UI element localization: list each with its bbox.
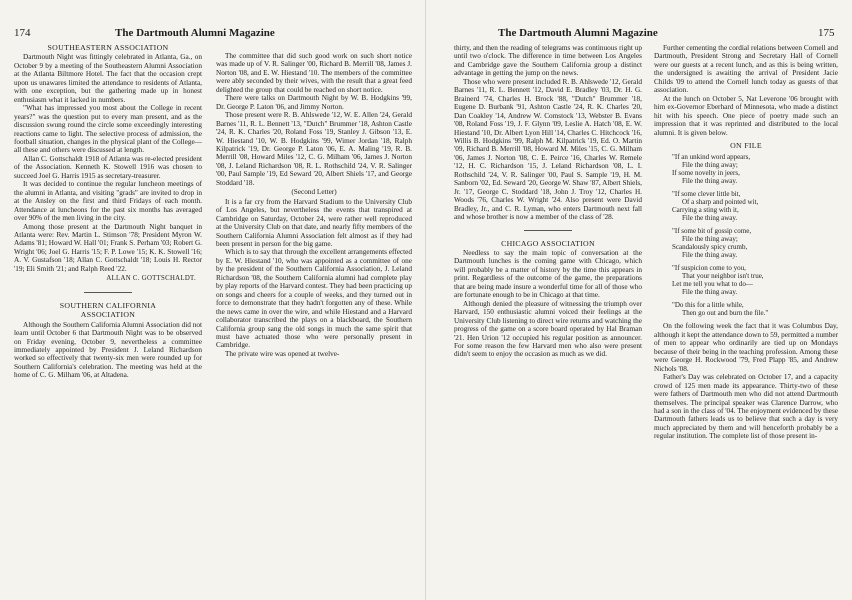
chicago-paragraph: On the following week the fact that it was Columbus Day, although it kept the attendance down to 59, permitted a number of men to appear who ordinarily are tied up on Mondays because of their being in the teaching profession. Among these were George H. Rockwood '79, Fred Plapp '85, and Andrew Nichols '08. [654, 322, 838, 373]
chicago-paragraph: At the lunch on October 5, Nat Leverone '06 brought with him ex-Governor Eberhard of Minnesota, who made a distinct hit with his speech. One piece of poetry made such an impression that it was reprinted and distributed to the local alumni. It is given below. [654, 94, 838, 137]
southern-california-paragraph: It is a far cry from the Harvard Stadium to the University Club of Los Angeles, but nevertheless the events that transpired at Cambridge on Saturday, October 24, were rather well reproduced at the University Club on that date, and nearly fifty members of the Southern California Alumni Association felt almost as if they had been present in person for the big game. [216, 197, 412, 248]
southeastern-paragraph: Allan C. Gottschaldt 1918 of Atlanta was re-elected president of the Association. Kenneth K. Stowell 1916 was chosen to succeed Joel G. Harris 1915 as secretary-treasurer. [14, 154, 202, 180]
on-file-heading: ON FILE [730, 140, 762, 150]
southeastern-paragraph: Among those present at the Dartmouth Night banquet in Atlanta were: Rev. Martin L. Stimson '78; President Myron W. Adams '81; Howard W. Hall '01; Frank S. Perham '03; Robert G. Wright '06; Joel G. Harris '15; F. P. Lowe '15; K. K. Stowell '16; A. V. Gustafson '18; Allan C. Gottschaldt '18; Louis H. Rector '19; Eli Smith '21; and Ralph Reed '22. [14, 222, 202, 273]
chicago-paragraph: Further cementing the cordial relations between Cornell and Dartmouth, President Strong and Secretary Hall of Cornell were our guests at a recent lunch, and as this is being written, the undersigned is awaiting the arrival of President Jacie Childs '09 to attend the Cornell lunch today as guests of that association. [654, 44, 838, 95]
chicago-paragraph: Needless to say the main topic of conversation at the Dartmouth lunches is the coming game with Chicago, which will probably be a matter of history by the time this appears in print. Regardless of the outcome of the game, the preparations that are being made insure a wonderful time for all of those who are fortunate enough to be in Chicago at that time. [454, 248, 642, 300]
poem-line: Let me tell you what to do— [672, 280, 753, 289]
left-page-column-2 [216, 52, 412, 358]
on-file-poem [672, 153, 838, 317]
southern-california-continued-paragraph: thirty, and then the reading of telegrams was continuous right up until two o'clock. The difference in time between Los Angeles and Cambridge gave the Southern California group a distinct advantage in getting the jump on the news. [454, 44, 642, 78]
southern-california-paragraph: The committee that did such good work on such short notice was made up of V. R. Salinger '00, Richard B. Merrill '08, James J. Norton '08, and E. W. Hiestand '10. The members of the committee were ably seconded by their wives, with the result that a great feed delighted the group that could be reached on short notice. [216, 52, 412, 94]
second-letter-label: (Second Letter) [291, 188, 337, 197]
section-divider [84, 292, 132, 293]
southeastern-paragraph: "What has impressed you most about the College in recent years?" was the question put to every man present, and as the discussion swung round the circle some exceedingly interesting reactions came to light. The selective process of admission, the football situation, changes in the physical plant of the College—all these and others were discussed at length. [14, 104, 202, 155]
poem-stanza [672, 264, 838, 296]
right-running-title: The Dartmouth Alumni Magazine [498, 27, 658, 39]
poem-line: "Do this for a little while, [672, 301, 744, 310]
southern-california-paragraph: The private wire was opened at twelve- [225, 349, 340, 358]
chicago-paragraph: Father's Day was celebrated on October 17, and a capacity crowd of 125 men made its appearance. Thirty-two of these were fathers of Dartmouth men who did not attend Dartmouth themselves. The principal speaker was Clarence Darrow, who had a son in the class of '04. The enjoyment evidenced by these Dartmouth fathers leads us to believe that such a day is very much appreciated by them and will henceforth probably be a regular institution. The complete list of those present in- [654, 373, 838, 441]
southern-california-heading-line-1: SOUTHERN CALIFORNIA [59, 300, 157, 310]
poem-line: Scandalously spicy crumb, [672, 243, 748, 252]
left-running-title: The Dartmouth Alumni Magazine [115, 27, 275, 39]
poem-stanza [672, 153, 838, 185]
poem-line: File the thing away. [682, 251, 738, 260]
left-page-number: 174 [14, 27, 31, 39]
southeastern-paragraph: Dartmouth Night was fittingly celebrated in Atlanta, Ga., on October 9 by a meeting of the Southeastern Alumni Association at the Atlanta Biltmore Hotel. The fact that the occasion crept upon us unawares limited the attendance to residents of Atlanta, with one exception, but the gathering made up in honest enthusiasm what it lacked in numbers. [14, 53, 202, 104]
poem-line: File the thing away; [682, 161, 738, 170]
southeastern-heading: SOUTHEASTERN ASSOCIATION [47, 43, 169, 52]
southeastern-signature: ALLAN C. GOTTSCHALDT. [106, 275, 196, 283]
poem-line: Then go out and burn the file." [682, 309, 769, 318]
right-page-column-2 [654, 44, 838, 441]
poem-line: File the thing away; [682, 235, 738, 244]
southern-california-heading-line-2: ASSOCIATION [80, 310, 136, 320]
poem-line: "If suspicion come to you, [672, 264, 746, 273]
right-page-number: 175 [818, 27, 835, 39]
chicago-paragraph: Although denied the pleasure of witnessing the triumph over Harvard, 150 enthusiastic alumni voiced their feelings at the University Club listening to direct wire returns and watching the progress of the game on a score board operated by Hal Braman '21. Hen Urion '12 occupied his regular position as announcer. For some reason the few Harvard men who also were present didn't seem to enjoy the occasion as much as we did. [454, 299, 642, 359]
southern-california-paragraph: There were talks on Dartmouth Night by W. B. Hodgkins '99, Dr. George P. Laton '06, and Jimmy Norton. [216, 94, 412, 111]
poem-line: File the thing away. [682, 214, 738, 223]
poem-line: Carrying a sting with it, [672, 206, 739, 215]
right-page [426, 0, 852, 600]
poem-stanza [672, 301, 838, 317]
southern-california-paragraph: Those present were R. B. Ahlswede '12, W. E. Allen '24, Gerald Barnes '11, R. L. Bennett '13, "Dutch" Brummer '18, Ashton Castle '24, R. K. Charles '20, Roland Foss '19, Stanley J. Gibson '13, E. W. Hiestand '10, W. B. Hodgkins '99, Wimer Jordan '18, Ralph Kilpatrick '19, Dr. George P. Laton '06, E. A. Maling '19, R. B. Merrill '08, Howard Miles '12, C. G. Milham '06, James J. Norton '08, J. Leland Richardson '08, R. L. Rothschild '24, V. R. Salinger '00, Paul Sample '19, Ed Seward '20, Albert Shiels '17, and George Stoddard '18. [216, 111, 412, 187]
southern-california-paragraph: Which is to say that through the excellent arrangements effected by E. W. Hiestand '10, who was appointed as a committee of one by the president of the Southern California Association, J. Leland Richardson '08, the Southern California alumni had complete play by play reports of the Harvard contest. They had been practicing up on songs and cheers for a couple of weeks, and they turned out in force to demonstrate that they hadn't forgotten any of these. While the news came in over the wire, and while Hiestand and a Harvard collaborator transcribed the plays on a blackboard, the Southern California group sang the old songs in much the same spirit that must have actuated those who were personally present in Cambridge. [216, 248, 412, 350]
southern-california-paragraph: Although the Southern California Alumni Association did not learn until October 6 that Dartmouth Night was to be observed on Friday evening, October 9, nevertheless a committee immediately appointed by President J. Leland Richardson worked so effectively that twenty-six men were rounded up for Southern California's celebration. The meeting was held at the home of C. G. Milham '06, at Altadena. [14, 320, 202, 380]
southeastern-paragraph: It was decided to continue the regular luncheon meetings of the alumni in Atlanta, and visiting "grads" are invited to drop in at the Ansley on the first and third Fridays of each month. Attendance at luncheons for the past six months has averaged over 90% of the men living in the city. [14, 180, 202, 223]
poem-line: "If an unkind word appears, [672, 153, 751, 162]
left-page-column-1 [14, 44, 202, 380]
section-divider [524, 230, 572, 231]
poem-stanza [672, 190, 838, 222]
poem-line: That your neighbor isn't true, [682, 272, 764, 281]
poem-line: Of a sharp and pointed wit, [682, 198, 759, 207]
attendees-paragraph: Those who were present included R. B. Ahlswede '12, Gerald Barnes '11, R. L. Bennett '12, David E. Bradley '03, Dr. H. G. Brainerd '74, Charles H. Brock '88, "Dutch" Brummer '18, Eugene D. Burbank '91, Ashton Castle '24, R. K. Charles '20, Dan Coakley '14, Andrew W. Comstock '13, Webster B. Evans '08, Roland Foss '19, J. F. Glynn '09, Leslie A. Hatch '08, E. W. Hiestand '10, Dr. Albert Lyon Hill '14, Charles C. Hitchcock '16, Willis B. Hodgkins '99, Ralph M. Kilpatrick '19, Ed. O. Martin '09, Richard B. Merrill '08, Howard M. Miles '15, C. G. Milham '06, James J. Norton '08, C. E. Peirce '16, Charles W. Remele '12, H. C. Richardson '15, J. Leland Richardson '08, L. I. Rothschild '24, V. R. Salinger '00, Paul S. Sample '19, H. M. Sanborn '02, Ed. Seward '20, George W. Shaw '87, Albert Shiels, Jr. '17, George C. Stoddard '18, John J. Troy '12, Charles H. Woods '76, Charles W. Wright '24. Also present were David Bradley, Jr., and C. R. Lyman, who enters Dartmouth next fall and whose brother is now a member of the class of '28. [454, 77, 642, 222]
poem-line: "If some clever little bit, [672, 190, 741, 199]
right-page-column-1 [454, 44, 642, 359]
poem-line: File the thing away. [682, 177, 738, 186]
poem-line: File the thing away. [682, 288, 738, 297]
poem-line: If some novelty in jeers, [672, 169, 740, 178]
chicago-heading: CHICAGO ASSOCIATION [501, 238, 595, 248]
poem-stanza [672, 227, 838, 259]
poem-line: "If some bit of gossip come, [672, 227, 752, 236]
